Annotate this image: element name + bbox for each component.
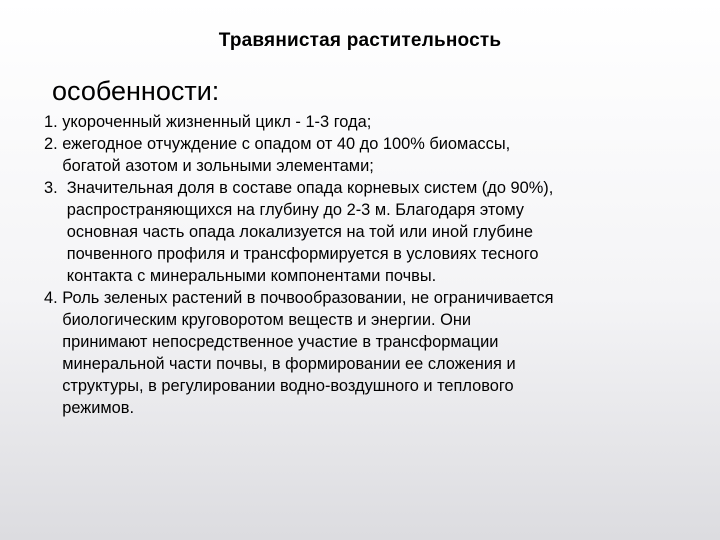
text-line: основная часть опада локализуется на той или иной глубине bbox=[66, 223, 534, 241]
list-item-text bbox=[62, 287, 684, 419]
list-item-number: 1. bbox=[44, 113, 63, 131]
features-list bbox=[44, 111, 684, 419]
list-item-1 bbox=[44, 111, 684, 133]
text-line: Значительная доля в составе опада корневых систем (до 90%), bbox=[66, 179, 554, 197]
text-line: ежегодное отчуждение с опадом от 40 до 100% биомассы, bbox=[62, 135, 511, 153]
text-line: контакта с минеральными компонентами почвы. bbox=[66, 267, 437, 285]
text-line: принимают непосредственное участие в трансформации bbox=[62, 333, 499, 351]
text-line: режимов. bbox=[62, 399, 135, 417]
list-item-text bbox=[67, 177, 684, 287]
text-line: богатой азотом и зольными элементами; bbox=[62, 157, 374, 175]
text-line: структуры, в регулировании водно-воздушного и теплового bbox=[62, 377, 514, 395]
list-item-number: 3. bbox=[44, 179, 67, 197]
list-item-number: 2. bbox=[44, 135, 63, 153]
slide-title: Травянистая растительность bbox=[218, 30, 502, 51]
list-item-2 bbox=[44, 133, 684, 177]
list-item-3 bbox=[44, 177, 684, 287]
list-item-text bbox=[62, 111, 684, 133]
text-line: почвенного профиля и трансформируется в условиях тесного bbox=[66, 245, 539, 263]
text-line: распространяющихся на глубину до 2-3 м. Благодаря этому bbox=[66, 201, 524, 219]
text-line: укороченный жизненный цикл - 1-3 года; bbox=[62, 113, 372, 131]
text-line: биологическим круговоротом веществ и энергии. Они bbox=[62, 311, 472, 329]
list-item-4 bbox=[44, 287, 684, 419]
list-item-number: 4. bbox=[44, 289, 63, 307]
text-line: минеральной части почвы, в формировании ее сложения и bbox=[62, 355, 516, 373]
list-item-text bbox=[62, 133, 684, 177]
slide-subtitle: особенности: bbox=[52, 76, 220, 106]
text-line: Роль зеленых растений в почвообразовании, не ограничивается bbox=[62, 289, 554, 307]
